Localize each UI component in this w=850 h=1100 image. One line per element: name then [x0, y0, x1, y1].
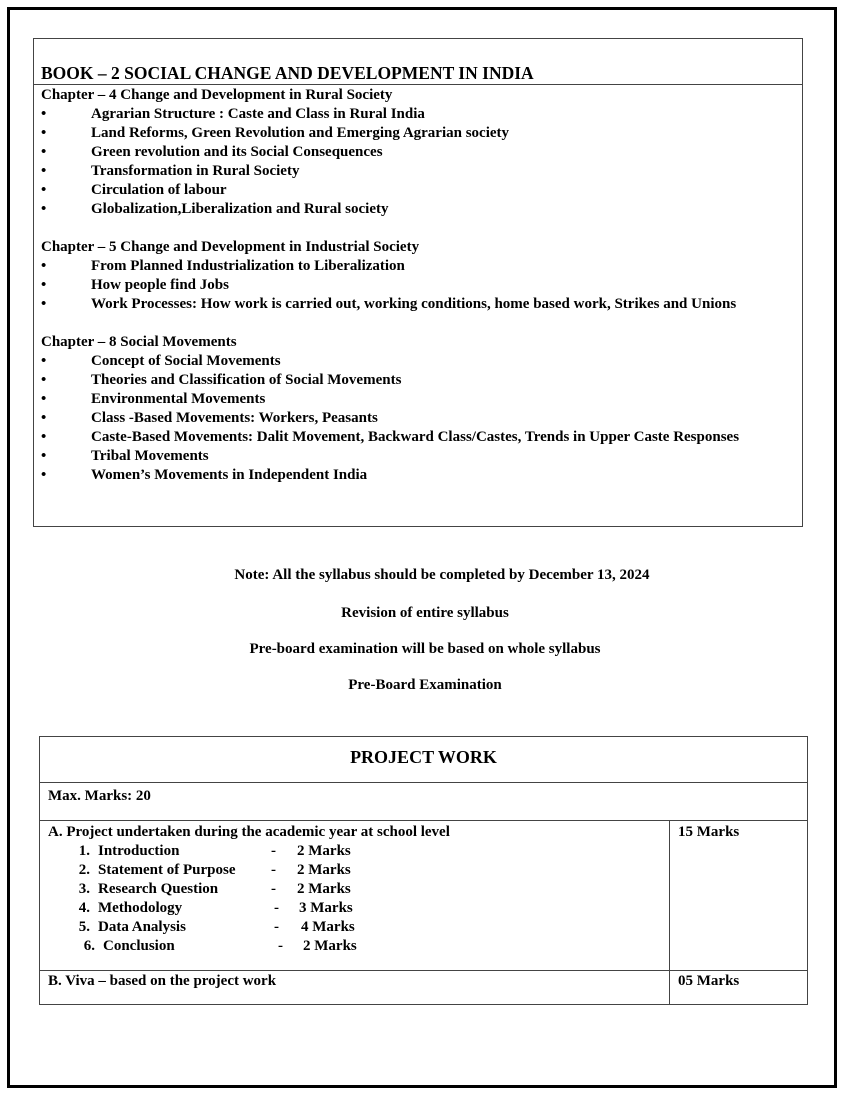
list-item: • Land Reforms, Green Revolution and Emerging Agrarian society	[41, 125, 510, 141]
list-item: 5. Data Analysis - 4 Marks	[78, 919, 355, 935]
list-item: • Transformation in Rural Society	[41, 163, 300, 179]
list-item: • From Planned Industrialization to Liberalization	[41, 258, 405, 274]
table-row	[40, 821, 807, 971]
list-item: • Women’s Movements in Independent India	[41, 467, 368, 483]
list-item: • Class -Based Movements: Workers, Peasants	[41, 410, 378, 426]
chapter-title: Chapter – 4 Change and Development in Rural Society	[41, 87, 393, 103]
list-item-text: From Planned Industrialization to Liberalization	[91, 258, 405, 274]
preboard-note: Pre-Board Examination	[348, 677, 502, 693]
project-title: PROJECT WORK	[40, 737, 807, 783]
list-item: • Globalization,Liberalization and Rural society	[41, 201, 389, 217]
list-item: • Agrarian Structure : Caste and Class in Rural India	[41, 106, 425, 122]
list-item-text: Theories and Classification of Social Movements	[91, 372, 402, 388]
list-item-text: Environmental Movements	[91, 391, 266, 407]
book-title: BOOK – 2 SOCIAL CHANGE AND DEVELOPMENT IN INDIA	[34, 39, 802, 85]
chapter-title: Chapter – 5 Change and Development in Industrial Society	[41, 239, 420, 255]
syllabus-box	[33, 38, 803, 527]
revision-note: Revision of entire syllabus	[341, 605, 509, 621]
list-item-text: Green revolution and its Social Consequences	[91, 144, 383, 160]
list-item-text: Women’s Movements in Independent India	[91, 467, 368, 483]
chapter-title: Chapter – 8 Social Movements	[41, 334, 237, 350]
list-item: • Concept of Social Movements	[41, 353, 281, 369]
list-item: 2. Statement of Purpose - 2 Marks	[78, 862, 351, 878]
part-b-label: B. Viva – based on the project work	[48, 973, 277, 989]
max-marks: Max. Marks: 20	[40, 782, 807, 821]
syllabus-content	[41, 86, 796, 485]
list-item: • Work Processes: How work is carried out, working conditions, home based work, Strikes and Unions	[41, 296, 737, 312]
list-item: • Tribal Movements	[41, 448, 209, 464]
list-item-text: Circulation of labour	[91, 182, 227, 198]
part-a-label: A. Project undertaken during the academic year at school level	[48, 824, 450, 840]
list-item-text: Caste-Based Movements: Dalit Movement, Backward Class/Castes, Trends in Upper Caste Responses	[91, 429, 740, 445]
list-item: • Circulation of labour	[41, 182, 227, 198]
list-item-text: Agrarian Structure : Caste and Class in Rural India	[91, 106, 425, 122]
list-item-text: Work Processes: How work is carried out, working conditions, home based work, Strikes and Unions	[91, 296, 737, 312]
list-item: 6. Conclusion - 2 Marks	[83, 938, 357, 954]
part-b-marks: 05 Marks	[678, 973, 740, 989]
list-item: • How people find Jobs	[41, 277, 229, 293]
list-item: • Caste-Based Movements: Dalit Movement, Backward Class/Castes, Trends in Upper Caste Responses	[41, 429, 740, 445]
list-item: 3. Research Question - 2 Marks	[78, 881, 351, 897]
list-item-text: How people find Jobs	[91, 277, 229, 293]
list-item-text: Land Reforms, Green Revolution and Emerging Agrarian society	[91, 125, 510, 141]
list-item-text: Concept of Social Movements	[91, 353, 281, 369]
preboard-basis-note: Pre-board examination will be based on whole syllabus	[249, 641, 601, 657]
list-item: 1. Introduction - 2 Marks	[78, 843, 351, 859]
list-item-text: Class -Based Movements: Workers, Peasants	[91, 410, 378, 426]
list-item-text: Transformation in Rural Society	[91, 163, 300, 179]
list-item-text: Tribal Movements	[91, 448, 209, 464]
list-item: • Environmental Movements	[41, 391, 266, 407]
column-divider	[669, 821, 670, 1005]
list-item: • Green revolution and its Social Consequences	[41, 144, 383, 160]
completion-note: Note: All the syllabus should be completed by December 13, 2024	[234, 567, 650, 583]
part-a-cell	[48, 823, 450, 956]
project-work-table	[39, 736, 808, 1005]
list-item: • Theories and Classification of Social Movements	[41, 372, 402, 388]
list-item: 4. Methodology - 3 Marks	[78, 900, 353, 916]
table-row	[40, 971, 807, 1006]
list-item-text: Globalization,Liberalization and Rural society	[91, 201, 389, 217]
part-a-marks: 15 Marks	[678, 824, 740, 840]
